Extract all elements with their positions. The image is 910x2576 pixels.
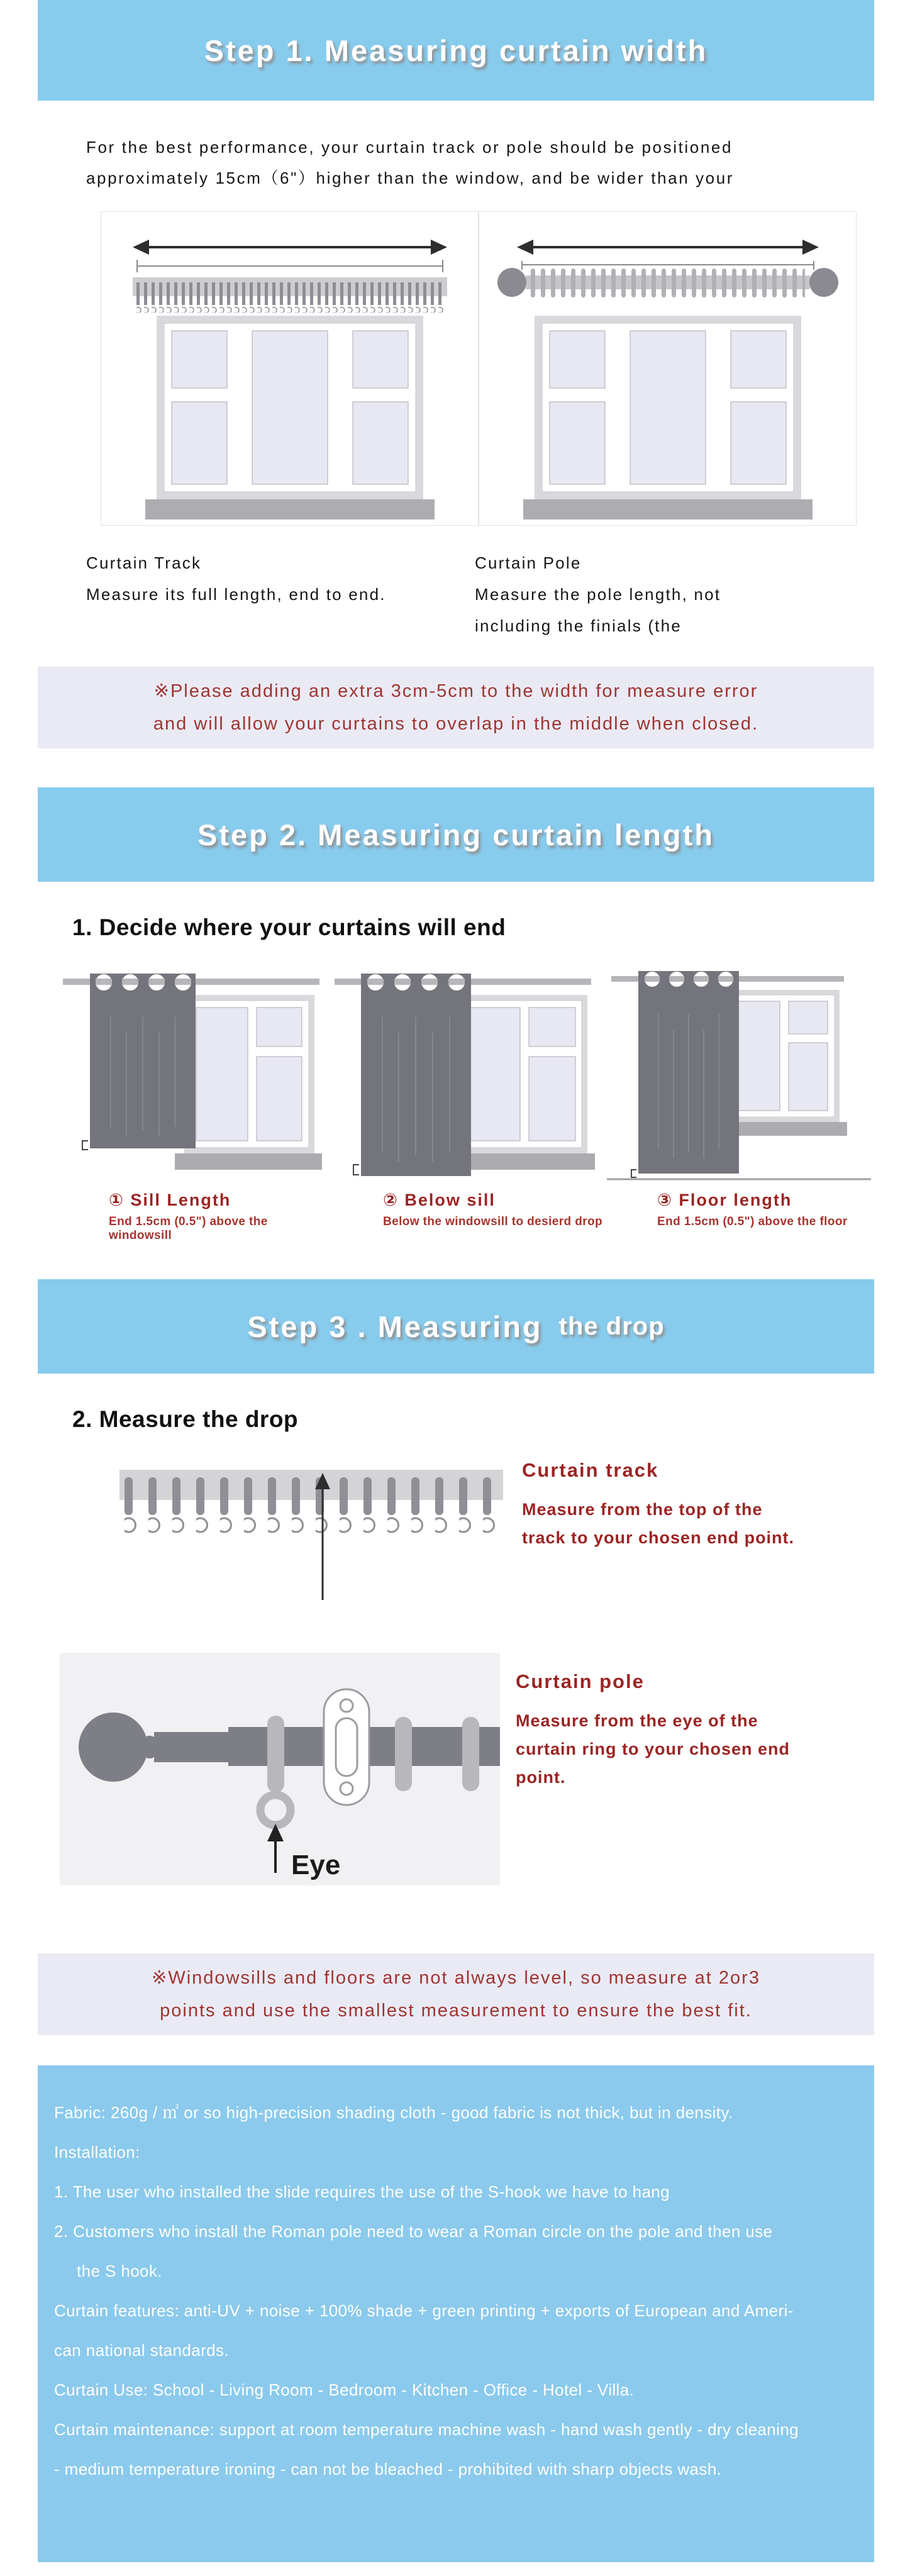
eye-label: Eye	[291, 1850, 341, 1880]
track-caption-title: Curtain Track	[86, 553, 202, 572]
track-gliders	[125, 1474, 502, 1536]
intro-line-1: For the best performance, your curtain track or pole should be positioned	[86, 138, 733, 157]
track-drop-line-2: track to your chosen end point.	[522, 1528, 795, 1547]
step3-banner	[38, 1279, 874, 1374]
intro-text	[86, 132, 910, 194]
windowsill	[175, 1153, 322, 1170]
info-line-features: Curtain features: anti-UV + noise + 100% shade + green printing + exports of European and Ameri-	[54, 2301, 794, 2320]
track-drop-text	[522, 1454, 887, 1605]
diagram-captions	[86, 547, 910, 641]
step1-banner	[38, 0, 874, 101]
curtain-track-graphic	[133, 277, 447, 313]
figure-desc: Below the windowsill to desierd drop	[383, 1215, 603, 1228]
pole-drop-line-3: point.	[516, 1768, 566, 1787]
info-line-fabric: Fabric: 260g / ㎡ or so high-precision shading cloth - good fabric is not thick, but in density.	[54, 2103, 733, 2122]
window-graphic	[175, 995, 322, 1170]
finial-right	[809, 268, 838, 297]
info-line-maintenance: Curtain maintenance: support at room temperature machine wash - hand wash gently - dry cleaning	[54, 2420, 799, 2439]
pole-drop-section	[60, 1653, 910, 1885]
pole-panel	[60, 1653, 500, 1885]
notice-line: and will allow your curtains to overlap in the middle when closed.	[153, 714, 759, 734]
info-line-maintenance-2: - medium temperature ironing - can not be bleached - prohibited with sharp objects wash.	[54, 2460, 722, 2479]
notice-line: ※Windowsills and floors are not always level, so measure at 2or3	[152, 1968, 760, 1988]
info-line-installation: Installation:	[54, 2143, 140, 2162]
figure-caption	[330, 1191, 604, 1229]
length-figures	[55, 957, 910, 1243]
curtain-pole-window-figure	[479, 211, 857, 526]
decide-heading: 1. Decide where your curtains will end	[72, 914, 506, 940]
info-line-install-2: 2. Customers who install the Roman pole need to wear a Roman circle on the pole and then use	[54, 2222, 773, 2241]
pole-caption	[475, 547, 721, 641]
step2-banner	[38, 787, 874, 882]
step3-banner-title: Step 3 . Measuring	[247, 1309, 543, 1343]
sill-length-graphic	[55, 957, 330, 1185]
window-graphic	[523, 316, 813, 519]
gap-bracket	[631, 1170, 636, 1177]
curtain-ring	[462, 1717, 479, 1791]
measure-bracket	[137, 260, 443, 272]
gap-bracket	[82, 1141, 88, 1150]
finial-ball	[79, 1713, 148, 1782]
figure-caption	[55, 1191, 330, 1243]
figure-sill-length	[55, 957, 330, 1243]
info-line-features-2: can national standards.	[54, 2341, 230, 2360]
intro-line-2: approximately 15cm（6"）higher than the window, and be wider than your	[86, 169, 735, 187]
curtain-track-drop-graphic	[60, 1454, 503, 1605]
floor-length-graphic	[604, 957, 878, 1185]
windowsill	[145, 499, 435, 519]
eye-ring	[260, 1795, 291, 1825]
notice-line: ※Please adding an extra 3cm-5cm to the width for measure error	[153, 681, 758, 701]
width-arrow-icon	[517, 240, 819, 255]
pole-caption-title: Curtain Pole	[475, 553, 582, 572]
width-diagrams	[101, 211, 859, 526]
info-line-use: Curtain Use: School - Living Room - Bedroom - Kitchen - Office - Hotel - Villa.	[54, 2380, 635, 2399]
track-caption-desc: Measure its full length, end to end.	[86, 585, 386, 604]
curtain-ring	[395, 1717, 412, 1791]
pole-drop-line-1: Measure from the eye of the	[516, 1711, 758, 1730]
pole-drop-line-2: curtain ring to your chosen end	[516, 1740, 791, 1758]
curtain-pole-drop-graphic	[60, 1653, 500, 1885]
notice-measure-width	[38, 667, 874, 748]
windowsill	[523, 499, 813, 519]
curtain-graphic	[90, 974, 196, 1148]
curtain-pole-window-graphic	[479, 212, 856, 525]
curtain-graphic	[638, 971, 739, 1174]
window-graphic	[145, 316, 435, 519]
curtain-track-window-graphic	[101, 212, 478, 525]
figure-title: ② Below sill	[383, 1191, 496, 1209]
gap-bracket	[353, 1165, 359, 1175]
pole-drop-title: Curtain pole	[516, 1670, 645, 1692]
eye-arrow-icon	[267, 1824, 284, 1873]
below-sill-graphic	[330, 957, 604, 1185]
curtain-ring	[267, 1716, 284, 1792]
wall-bracket	[324, 1689, 369, 1805]
pole-drop-text	[516, 1653, 880, 1885]
pole-drop-desc	[516, 1707, 880, 1792]
width-arrow-icon	[133, 240, 447, 255]
track-drop-section	[60, 1454, 910, 1605]
figure-desc: End 1.5cm (0.5") above the windowsill	[109, 1215, 268, 1242]
curtain-pole-graphic	[497, 268, 838, 297]
step3-banner-subtitle: the drop	[558, 1312, 665, 1340]
track-drop-desc	[522, 1496, 887, 1552]
finial-left	[497, 268, 526, 297]
measure-drop-heading: 2. Measure the drop	[72, 1406, 299, 1432]
track-drop-title: Curtain track	[522, 1459, 659, 1481]
track-drop-line-1: Measure from the top of the	[522, 1500, 763, 1519]
figure-below-sill	[330, 957, 604, 1243]
info-line-install-2b: the S hook.	[77, 2262, 162, 2280]
measure-bracket	[522, 261, 814, 270]
figure-title: ③ Floor length	[657, 1191, 792, 1209]
pole-caption-desc-1: Measure the pole length, not	[475, 585, 721, 604]
curtain-track-window-figure	[101, 211, 479, 526]
step1-banner-title: Step 1. Measuring curtain width	[204, 33, 708, 67]
track-caption	[86, 547, 475, 641]
notice-level-floors	[38, 1953, 874, 2035]
figure-floor-length	[604, 957, 878, 1243]
step2-banner-title: Step 2. Measuring curtain length	[197, 818, 714, 852]
figure-caption	[604, 1191, 878, 1229]
product-info-section	[38, 2065, 874, 2562]
curtain-graphic	[361, 974, 471, 1176]
info-line-install-1: 1. The user who installed the slide requires the use of the S-hook we have to hang	[54, 2182, 670, 2201]
pole-caption-desc-2: including the finials (the	[475, 616, 682, 635]
figure-title: ① Sill Length	[109, 1191, 231, 1209]
figure-desc: End 1.5cm (0.5") above the floor	[657, 1215, 848, 1228]
notice-line: points and use the smallest measurement to ensure the best fit.	[160, 2001, 752, 2021]
